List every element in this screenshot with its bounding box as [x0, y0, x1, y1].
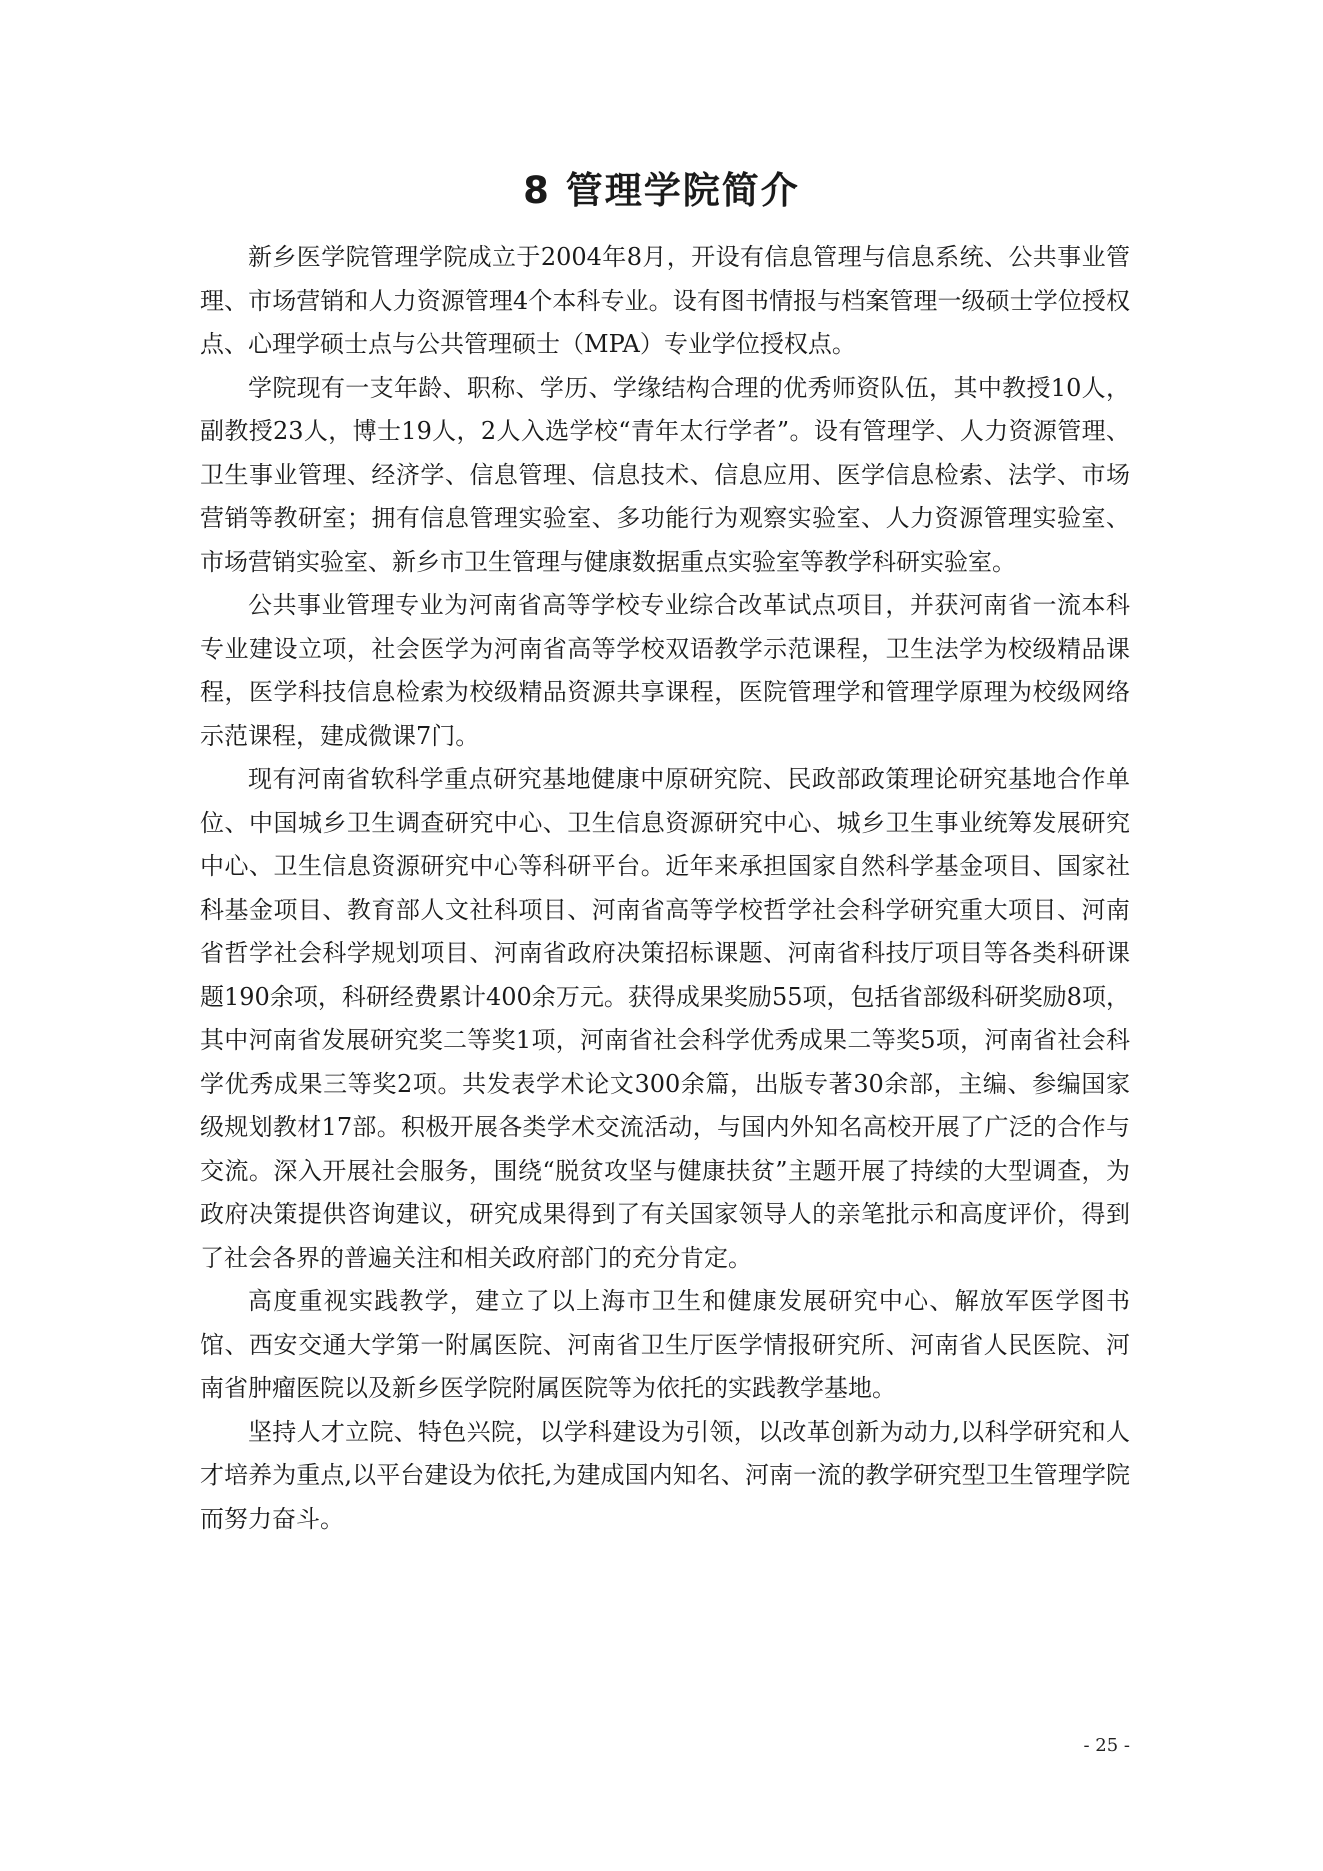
body-text [200, 236, 1130, 1541]
paragraph-3: 公共事业管理专业为河南省高等学校专业综合改革试点项目，并获河南省一流本科专业建设立项，社会医学为河南省高等学校双语教学示范课程，卫生法学为校级精品课程，医学科技信息检索为校级精品资源共享课程，医院管理学和管理学原理为校级网络示范课程，建成微课7门。 [200, 591, 1130, 750]
paragraph-2: 学院现有一支年龄、职称、学历、学缘结构合理的优秀师资队伍，其中教授10人，副教授23人，博士19人，2人入选学校“青年太行学者”。设有管理学、人力资源管理、卫生事业管理、经济学、信息管理、信息技术、信息应用、医学信息检索、法学、市场营销等教研室；拥有信息管理实验室、多功能行为观察实验室、人力资源管理实验室、市场营销实验室、新乡市卫生管理与健康数据重点实验室等教学科研实验室。 [200, 373, 1130, 576]
paragraph-4: 现有河南省软科学重点研究基地健康中原研究院、民政部政策理论研究基地合作单位、中国城乡卫生调查研究中心、卫生信息资源研究中心、城乡卫生事业统筹发展研究中心、卫生信息资源研究中心等科研平台。近年来承担国家自然科学基金项目、国家社科基金项目、教育部人文社科项目、河南省高等学校哲学社会科学研究重大项目、河南省哲学社会科学规划项目、河南省政府决策招标课题、河南省科技厅项目等各类科研课题190余项，科研经费累计400余万元。获得成果奖励55项，包括省部级科研奖励8项，其中河南省发展研究奖二等奖1项，河南省社会科学优秀成果二等奖5项，河南省社会科学优秀成果三等奖2项。共发表学术论文300余篇，出版专著30余部，主编、参编国家级规划教材17部。积极开展各类学术交流活动，与国内外知名高校开展了广泛的合作与交流。深入开展社会服务，围绕“脱贫攻坚与健康扶贫”主题开展了持续的大型调查，为政府决策提供咨询建议，研究成果得到了有关国家领导人的亲笔批示和高度评价，得到了社会各界的普遍关注和相关政府部门的充分肯定。 [200, 765, 1130, 1272]
page-title: 8 管理学院简介 [523, 169, 800, 212]
paragraph-5: 高度重视实践教学，建立了以上海市卫生和健康发展研究中心、解放军医学图书馆、西安交通大学第一附属医院、河南省卫生厅医学情报研究所、河南省人民医院、河南省肿瘤医院以及新乡医学院附属医院等为依托的实践教学基地。 [200, 1287, 1130, 1402]
paragraph-6: 坚持人才立院、特色兴院，以学科建设为引领，以改革创新为动力,以科学研究和人才培养为重点,以平台建设为依托,为建成国内知名、河南一流的教学研究型卫生管理学院而努力奋斗。 [200, 1417, 1130, 1533]
page-number: - 25 - [1083, 1735, 1130, 1756]
paragraph-1: 新乡医学院管理学院成立于2004年8月，开设有信息管理与信息系统、公共事业管理、市场营销和人力资源管理4个本科专业。设有图书情报与档案管理一级硕士学位授权点、心理学硕士点与公共管理硕士（MPA）专业学位授权点。 [200, 243, 1130, 358]
